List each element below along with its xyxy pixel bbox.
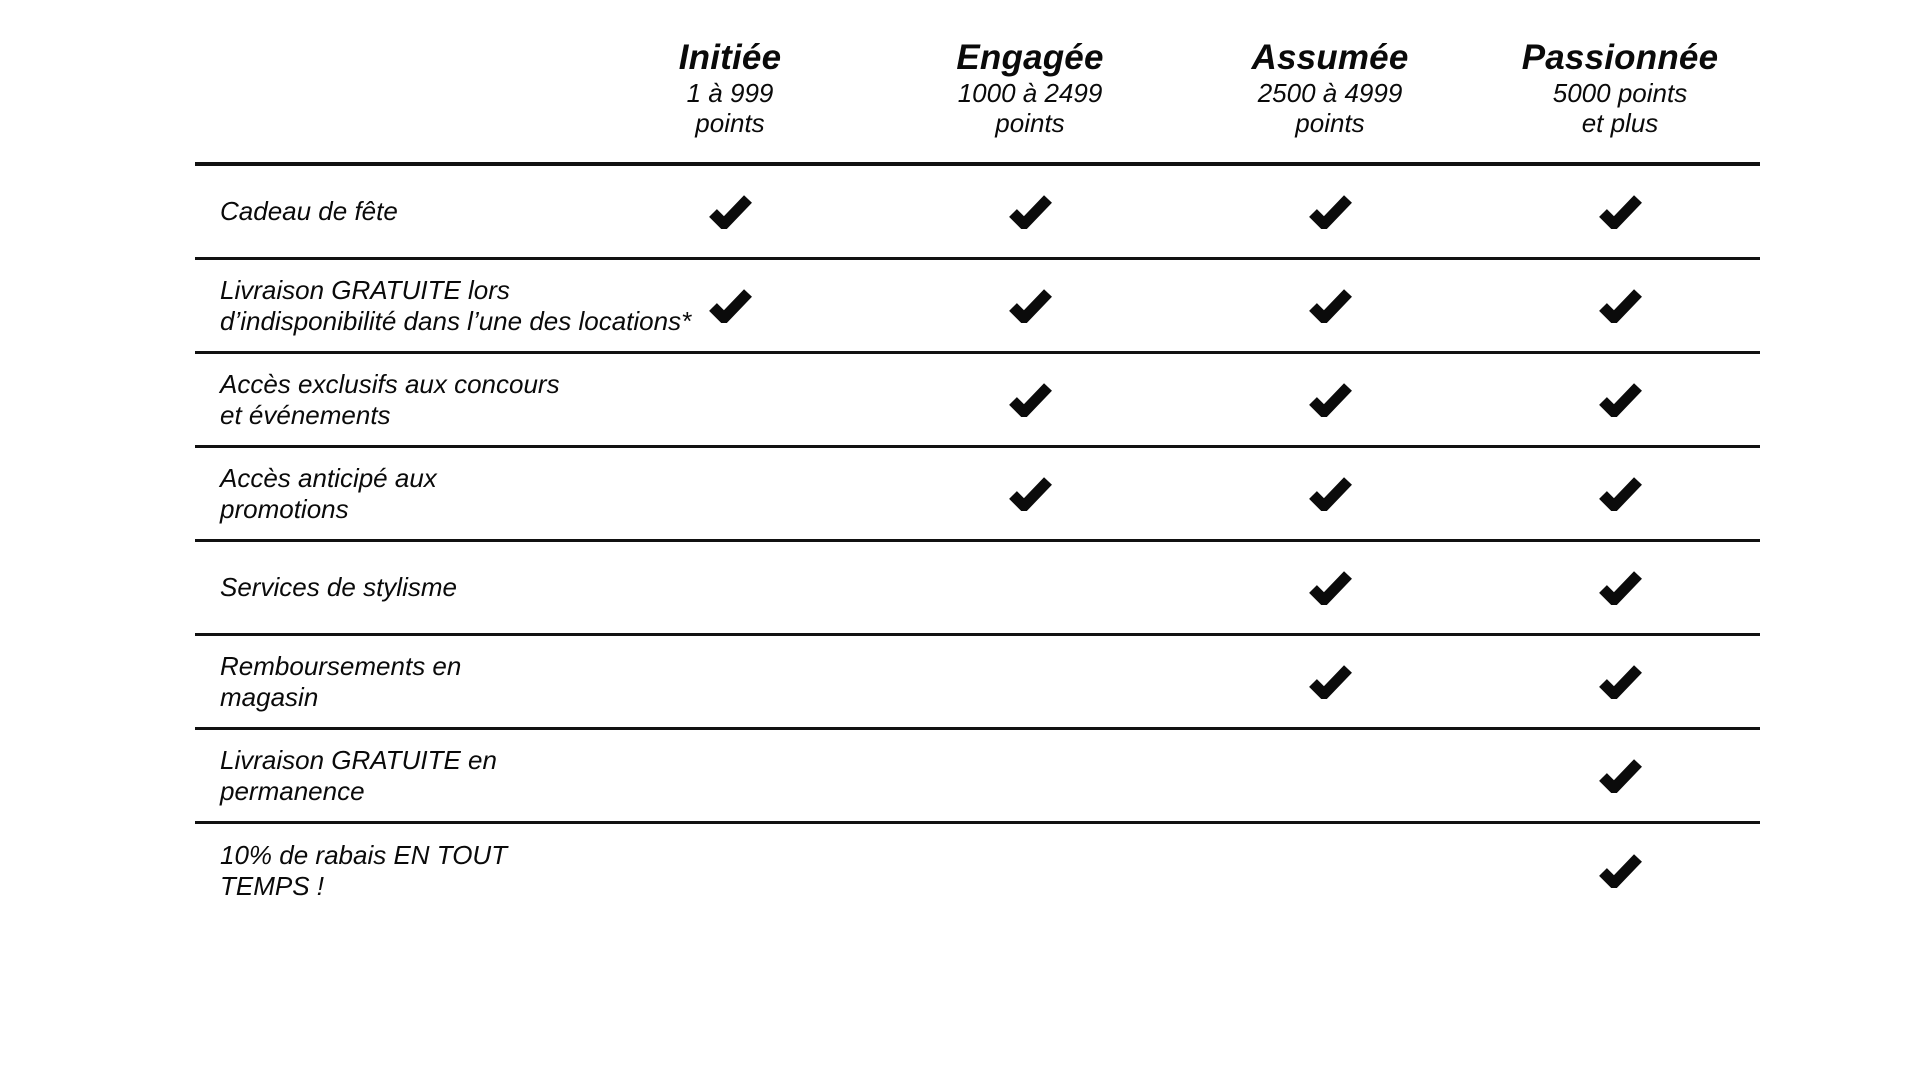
tier-range: 5000 points xyxy=(1552,78,1688,108)
check-cell xyxy=(580,195,880,229)
table-row xyxy=(195,636,1760,730)
tier-range: points xyxy=(1295,108,1365,138)
benefit-label: 10% de rabais EN TOUT TEMPS ! xyxy=(220,840,508,901)
check-icon xyxy=(1308,665,1352,699)
check-cell xyxy=(880,759,1180,793)
check-cell xyxy=(1480,289,1760,323)
check-icon xyxy=(1598,289,1642,323)
check-cell xyxy=(880,571,1180,605)
check-cell xyxy=(880,383,1180,417)
check-cell xyxy=(1480,665,1760,699)
check-cell xyxy=(1180,854,1480,888)
check-cell xyxy=(1180,477,1480,511)
check-cell xyxy=(880,195,1180,229)
tier-range: points xyxy=(995,108,1065,138)
table-row xyxy=(195,824,1760,918)
check-icon xyxy=(1308,571,1352,605)
check-cell xyxy=(1480,571,1760,605)
check-icon xyxy=(1308,195,1352,229)
table-row xyxy=(195,730,1760,824)
check-cell xyxy=(1180,289,1480,323)
check-icon xyxy=(1598,383,1642,417)
table-row xyxy=(195,260,1760,354)
table-header-row xyxy=(195,28,1760,166)
benefit-label: Accès exclusifs aux concours et événements xyxy=(220,368,560,430)
tier-name: Assumée xyxy=(1251,38,1409,77)
check-icon xyxy=(1008,383,1052,417)
check-cell xyxy=(1480,854,1760,888)
tier-name: Initiée xyxy=(678,38,782,77)
check-cell xyxy=(1180,383,1480,417)
check-icon xyxy=(708,289,752,323)
check-icon xyxy=(1598,477,1642,511)
check-icon xyxy=(1008,477,1052,511)
check-cell xyxy=(580,759,880,793)
check-cell xyxy=(880,665,1180,699)
check-cell xyxy=(880,289,1180,323)
check-icon xyxy=(1598,571,1642,605)
check-cell xyxy=(1480,195,1760,229)
tier-range: 1 à 999 xyxy=(686,78,774,108)
benefit-label: Cadeau de fête xyxy=(220,196,398,226)
check-icon xyxy=(1598,665,1642,699)
table-row xyxy=(195,166,1760,260)
tier-name: Passionnée xyxy=(1521,38,1719,77)
benefit-label: Livraison GRATUITE lors d’indisponibilité dans l’une des locations* xyxy=(220,274,692,336)
tier-range: et plus xyxy=(1581,108,1659,138)
check-icon xyxy=(1308,289,1352,323)
tier-range: points xyxy=(695,108,765,138)
check-icon xyxy=(1008,289,1052,323)
check-cell xyxy=(580,665,880,699)
tier-name: Engagée xyxy=(956,38,1104,77)
check-cell xyxy=(880,854,1180,888)
check-cell xyxy=(1180,571,1480,605)
check-cell xyxy=(1180,665,1480,699)
tier-column-header-assumee xyxy=(1180,28,1480,138)
benefit-label: Services de stylisme xyxy=(220,572,457,602)
check-icon xyxy=(708,195,752,229)
table-row xyxy=(195,542,1760,636)
tier-column-header-passionnee xyxy=(1480,28,1760,138)
check-icon xyxy=(1308,383,1352,417)
loyalty-tiers-table xyxy=(195,28,1760,918)
tier-column-header-initiee xyxy=(580,28,880,138)
benefit-label: Livraison GRATUITE en permanence xyxy=(220,744,497,806)
check-icon xyxy=(1598,854,1642,888)
check-cell xyxy=(1480,383,1760,417)
check-cell xyxy=(580,477,880,511)
tier-range: 2500 à 4999 xyxy=(1257,78,1403,108)
check-icon xyxy=(1598,759,1642,793)
check-cell xyxy=(580,854,880,888)
check-icon xyxy=(1308,477,1352,511)
check-cell xyxy=(880,477,1180,511)
check-cell xyxy=(1180,759,1480,793)
benefit-label: Accès anticipé aux promotions xyxy=(220,462,437,524)
table-row xyxy=(195,448,1760,542)
tier-column-header-engagee xyxy=(880,28,1180,138)
check-icon xyxy=(1598,195,1642,229)
tier-range: 1000 à 2499 xyxy=(957,78,1103,108)
check-cell xyxy=(1480,759,1760,793)
check-cell xyxy=(580,383,880,417)
check-cell xyxy=(1480,477,1760,511)
check-cell xyxy=(580,571,880,605)
table-row xyxy=(195,354,1760,448)
benefit-label: Remboursements en magasin xyxy=(220,650,462,712)
check-cell xyxy=(1180,195,1480,229)
check-icon xyxy=(1008,195,1052,229)
check-cell xyxy=(580,289,880,323)
